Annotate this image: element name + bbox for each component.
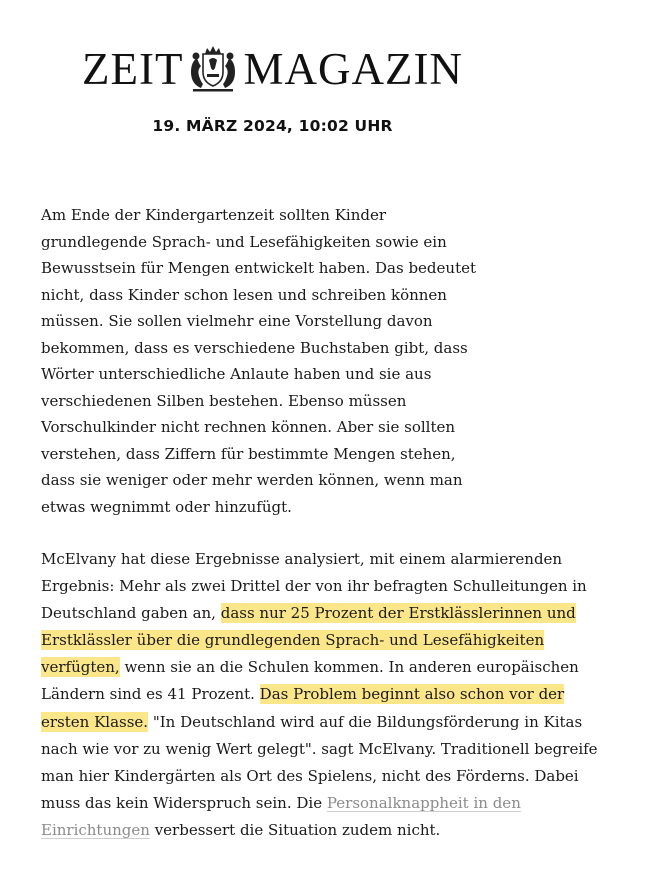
text-line: grundlegende Sprach- und Lesefähigkeiten sowie ein: [41, 232, 447, 251]
text-line: nicht, dass Kinder schon lesen und schreiben können: [41, 285, 447, 304]
masthead-left-word: ZEIT: [82, 43, 184, 94]
text-line: Ergebnis: Mehr als zwei Drittel der von ihr befragten Schulleitungen in: [41, 577, 587, 596]
text-line: Vorschulkinder nicht rechnen können. Aber sie sollten: [41, 418, 456, 436]
einrichtungen-link[interactable]: Einrichtungen: [41, 820, 150, 839]
text-line: nach wie vor zu wenig Wert gelegt". sagt McElvany. Traditionell begreife: [41, 739, 598, 758]
text-line: McElvany hat diese Ergebnisse analysiert, mit einem alarmierenden: [41, 550, 563, 568]
masthead-logo[interactable]: [82, 42, 492, 96]
text-segment: verbessert die Situation zudem nicht.: [149, 820, 441, 839]
text-line: Bewusstsein für Mengen entwickelt haben. Das bedeutet: [41, 259, 477, 277]
text-line: Am Ende der Kindergartenzeit sollten Kinder: [41, 206, 387, 224]
highlighted-text: dass nur 25 Prozent der Erstklässlerinnen und: [220, 604, 576, 623]
publish-date: 19. MÄRZ 2024, 10:02 UHR: [152, 117, 393, 135]
article-paragraph-1: [41, 202, 601, 520]
text-segment: Ländern sind es 41 Prozent.: [41, 685, 260, 704]
text-line: verschiedenen Silben bestehen. Ebenso müssen: [41, 391, 407, 410]
text-line: verstehen, dass Ziffern für bestimmte Mengen stehen,: [41, 444, 456, 463]
text-line: bekommen, dass es verschiedene Buchstaben gibt, dass: [41, 338, 468, 357]
coat-of-arms-icon: [185, 44, 241, 94]
highlighted-text: Das Problem beginnt also schon vor der: [259, 685, 565, 704]
text-line: etwas wegnimmt oder hinzufügt.: [41, 497, 292, 516]
highlighted-text: ersten Klasse.: [41, 712, 149, 731]
highlighted-text: verfügten,: [41, 658, 120, 677]
text-line: dass sie weniger oder mehr werden können, wenn man: [41, 471, 463, 489]
text-line: Wörter unterschiedliche Anlaute haben und sie aus: [41, 365, 432, 383]
text-line: man hier Kindergärten als Ort des Spielens, nicht des Förderns. Dabei: [41, 766, 579, 785]
personalknappheit-link[interactable]: Personalknappheit in den: [326, 793, 521, 812]
text-segment: wenn sie an die Schulen kommen. In anderen europäischen: [119, 658, 579, 677]
text-segment: "In Deutschland wird auf die Bildungsförderung in Kitas: [148, 712, 583, 731]
masthead-right-word: MAGAZIN: [243, 43, 463, 94]
text-segment: muss das kein Widerspruch sein. Die: [41, 793, 327, 812]
highlighted-text: Erstklässler über die grundlegenden Sprach- und Lesefähigkeiten: [41, 631, 545, 650]
text-line: müssen. Sie sollen vielmehr eine Vorstellung davon: [41, 312, 433, 330]
text-segment: Deutschland gaben an,: [41, 604, 221, 623]
article-paragraph-2: [41, 546, 651, 844]
